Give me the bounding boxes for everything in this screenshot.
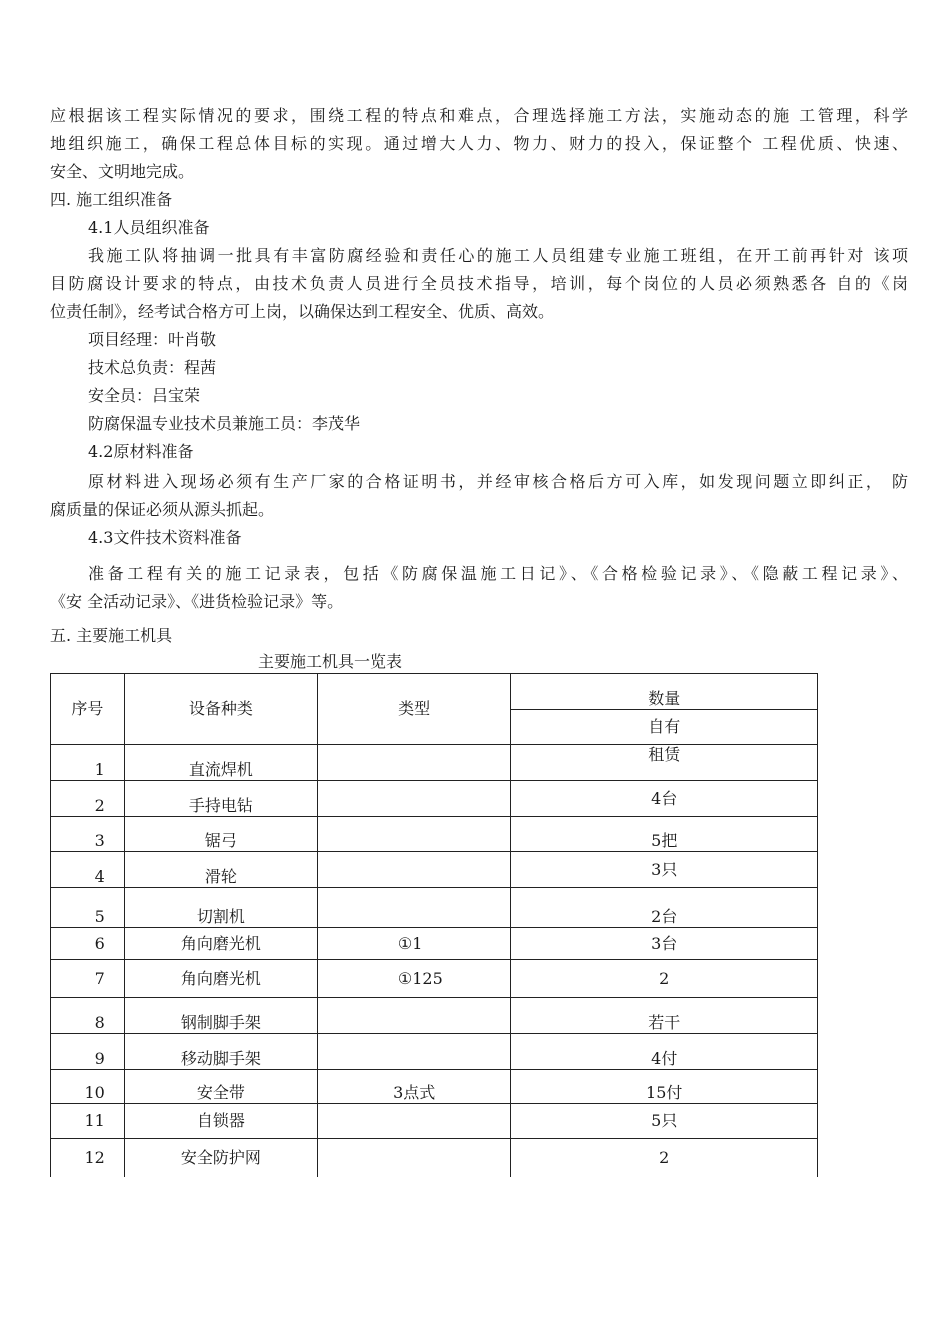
row-number: 3 [51, 817, 125, 852]
row-device: 锯弓 [124, 817, 317, 852]
row-quantity: 4台 [511, 781, 818, 817]
header-qty-own: 自有 [511, 710, 818, 745]
row-quantity: 5把 [511, 817, 818, 852]
table-row [51, 781, 818, 817]
section-4-1-line-1: 我施工队将抽调一批具有丰富防腐经验和责任心的施工人员组建专业施工班组，在开工前再针对 该项 [88, 246, 908, 265]
section-4-2-line-1: 原材料进入现场必须有生产厂家的合格证明书，并经审核合格后方可入库，如发现问题立即纠正， 防 [88, 472, 908, 491]
row-number: 7 [51, 960, 125, 998]
header-type: 类型 [317, 674, 511, 745]
row-type: 3点式 [317, 1070, 511, 1104]
intro-line-1: 应根据该工程实际情况的要求，围绕工程的特点和难点，合理选择施工方法，实施动态的施 工管理，科学 [50, 106, 908, 125]
row-type [317, 1139, 511, 1177]
row-number: 9 [51, 1034, 125, 1070]
row-quantity: 4付 [511, 1034, 818, 1070]
table-row [51, 888, 818, 928]
intro-line-3: 安全、文明地完成。 [50, 162, 195, 181]
row-quantity: 3台 [511, 928, 818, 960]
row-type: ①125 [317, 960, 511, 998]
row-type [317, 1034, 511, 1070]
table-row [51, 1139, 818, 1177]
row-number: 4 [51, 852, 125, 888]
section-4-1-line-3: 位责任制》，经考试合格方可上岗，以确保达到工程安全、优质、高效。 [50, 302, 555, 321]
table-body [51, 745, 818, 1177]
row-type [317, 1104, 511, 1139]
row-type [317, 781, 511, 817]
table-row [51, 1104, 818, 1139]
staff-technician: 防腐保温专业技术员兼施工员：李茂华 [88, 414, 361, 433]
row-number: 12 [51, 1139, 125, 1177]
row-number: 10 [51, 1070, 125, 1104]
header-no: 序号 [51, 674, 125, 745]
row-device: 角向磨光机 [124, 928, 317, 960]
row-device: 安全防护网 [124, 1139, 317, 1177]
table-row [51, 960, 818, 998]
row-type [317, 745, 511, 781]
row-type: ①1 [317, 928, 511, 960]
row-quantity: 若干 [511, 998, 818, 1034]
table-row [51, 852, 818, 888]
row-device: 角向磨光机 [124, 960, 317, 998]
row-quantity: 租赁 [511, 745, 818, 781]
row-device: 移动脚手架 [124, 1034, 317, 1070]
row-device: 滑轮 [124, 852, 317, 888]
header-qty: 数量 [511, 674, 818, 710]
staff-technical-lead: 技术总负责：程茜 [88, 358, 217, 377]
equipment-table [50, 673, 818, 1177]
row-type [317, 998, 511, 1034]
section-4-3-heading: 4.3文件技术资料准备 [88, 528, 242, 547]
row-number: 5 [51, 888, 125, 928]
row-quantity: 15付 [511, 1070, 818, 1104]
section-4-2-heading: 4.2原材料准备 [88, 442, 194, 461]
row-number: 6 [51, 928, 125, 960]
row-device: 切割机 [124, 888, 317, 928]
row-quantity: 5只 [511, 1104, 818, 1139]
table-row [51, 1034, 818, 1070]
staff-safety-officer: 安全员：吕宝荣 [88, 386, 201, 405]
row-quantity: 2 [511, 1139, 818, 1177]
section-4-3-line-1: 准备工程有关的施工记录表，包括《防腐保温施工日记》、《合格检验记录》、《隐蔽工程记录》、 [88, 564, 908, 583]
section-4-3-line-2: 《安 全活动记录》、《进货检验记录》等。 [50, 592, 344, 611]
row-type [317, 817, 511, 852]
row-device: 手持电钻 [124, 781, 317, 817]
section-4-1-line-2: 目防腐设计要求的特点，由技术负责人员进行全员技术指导，培训，每个岗位的人员必须熟悉各 自的《岗 [50, 274, 908, 293]
row-device: 直流焊机 [124, 745, 317, 781]
row-type [317, 888, 511, 928]
table-row [51, 1070, 818, 1104]
row-type [317, 852, 511, 888]
staff-project-manager: 项目经理：叶肖敬 [88, 330, 217, 349]
header-device: 设备种类 [124, 674, 317, 745]
row-number: 2 [51, 781, 125, 817]
row-number: 8 [51, 998, 125, 1034]
section-4-2-line-2: 腐质量的保证必须从源头抓起。 [50, 500, 275, 519]
row-number: 11 [51, 1104, 125, 1139]
table-row [51, 745, 818, 781]
section-4-1-heading: 4.1人员组织准备 [88, 218, 210, 237]
table-header-row [51, 674, 818, 710]
row-number: 1 [51, 745, 125, 781]
row-quantity: 2 [511, 960, 818, 998]
row-device: 自锁器 [124, 1104, 317, 1139]
table-row [51, 928, 818, 960]
intro-line-2: 地组织施工，确保工程总体目标的实现。通过增大人力、物力、财力的投入，保证整个 工程优质、快速、 [50, 134, 908, 153]
row-quantity: 2台 [511, 888, 818, 928]
row-device: 安全带 [124, 1070, 317, 1104]
section-4-heading: 四. 施工组织准备 [50, 190, 173, 209]
table-row [51, 817, 818, 852]
table-caption: 主要施工机具一览表 [258, 652, 403, 671]
section-5-heading: 五. 主要施工机具 [50, 626, 173, 645]
row-device: 钢制脚手架 [124, 998, 317, 1034]
table-row [51, 998, 818, 1034]
row-quantity: 3只 [511, 852, 818, 888]
